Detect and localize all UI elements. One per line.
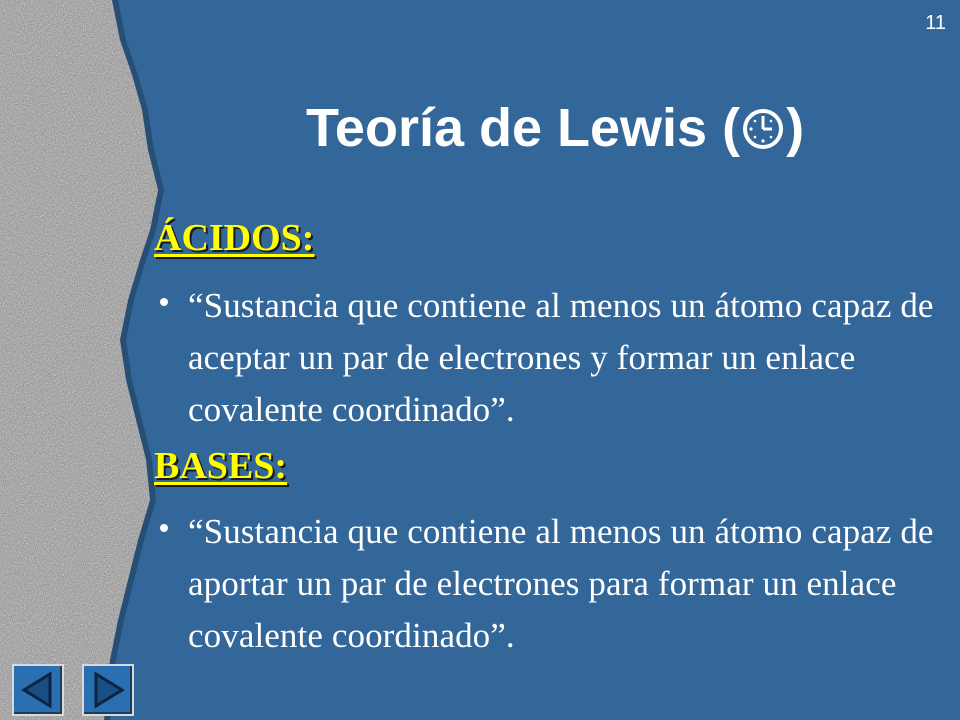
slide-number: 11	[925, 12, 946, 34]
bullet-icon	[160, 298, 168, 306]
next-slide-button[interactable]	[82, 664, 134, 716]
bullet-icon	[160, 524, 168, 532]
bases-definition	[160, 506, 950, 662]
page-title	[150, 88, 960, 172]
title-close-paren: )	[786, 98, 805, 158]
clock-icon	[742, 92, 784, 172]
left-triangle-icon	[14, 666, 62, 714]
bases-definition-text: “Sustancia que contiene al menos un átomo capaz de aportar un par de electrones para formar un enlace covalente coordinado”.	[188, 512, 934, 655]
acids-definition	[160, 280, 950, 436]
previous-slide-button[interactable]	[12, 664, 64, 716]
acids-definition-text: “Sustancia que contiene al menos un átomo capaz de aceptar un par de electrones y formar un enlace covalente coordinado”.	[188, 286, 934, 429]
title-text: Teoría de Lewis (	[305, 98, 741, 158]
right-triangle-icon	[84, 666, 132, 714]
acids-heading: ÁCIDOS:	[154, 217, 315, 259]
bases-heading: BASES:	[154, 445, 288, 487]
